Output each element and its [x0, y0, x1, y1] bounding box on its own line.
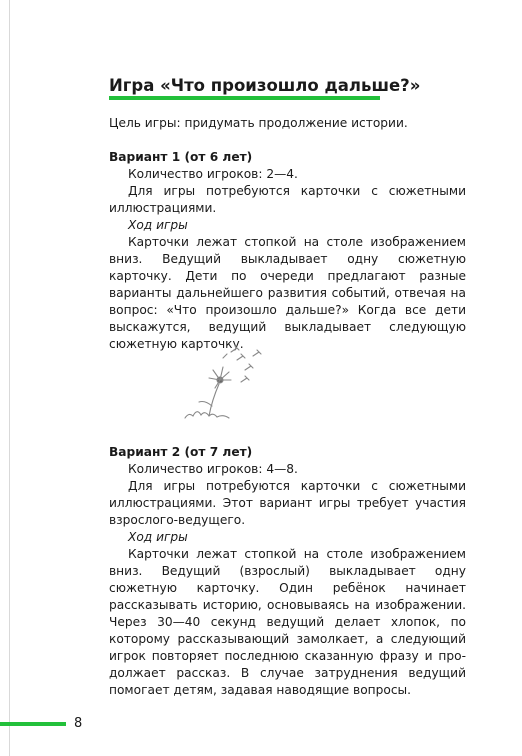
title-underline	[109, 96, 380, 100]
variant-1-players: Количество игроков: 2—4.	[128, 167, 298, 181]
variant-2-players: Количество игроков: 4—8.	[128, 462, 298, 476]
dandelion-icon	[179, 342, 269, 422]
variant-2-course-text: Карточки лежат стопкой на столе изображением вниз. Ведущий (взрослый) выкладывает одну сюжетную карточку. Один ребёнок начинает рассказывать историю, основываясь на изображении. Через 30—40 секунд ведущий делает хлопок, по которому рассказывающий замолкает, а следующий игрок повторяет последнюю сказанную фразу и продолжает рассказ. В случае затруднения ведущий помогает детям, задавая наводящие вопросы.	[109, 547, 466, 697]
variant-2-section	[109, 444, 466, 699]
variant-1-heading: Вариант 1 (от 6 лет)	[109, 150, 253, 164]
game-goal: Цель игры: придумать продолжение истории.	[109, 116, 408, 130]
page-title: Игра «Что произошло дальше?»	[109, 76, 421, 95]
variant-2-heading: Вариант 2 (от 7 лет)	[109, 445, 253, 459]
variant-2-course-heading: Ход игры	[128, 530, 188, 544]
variant-2-materials: Для игры потребуются карточки с сюжетными иллюстрациями. Этот вариант игры требует участия взрослого-ведущего.	[109, 479, 466, 527]
variant-1-course-text: Карточки лежат стопкой на столе изображением вниз. Ведущий выкладывает одну сюжетную карточку. Дети по очереди предлагают разные варианты дальнейшего развития событий, отвечая на вопрос: «Что произошло дальше?» Когда все дети выскажутся, ведущий выкладывает следующую сюжетную карточку.	[109, 235, 466, 351]
variant-1-materials: Для игры потребуются карточки с сюжетными иллюстрациями.	[109, 184, 466, 215]
footer-accent-bar	[0, 722, 66, 726]
variant-1-course-heading: Ход игры	[128, 218, 188, 232]
page-edge-line	[9, 0, 10, 756]
variant-1-section	[109, 115, 466, 353]
page-number: 8	[74, 716, 83, 731]
